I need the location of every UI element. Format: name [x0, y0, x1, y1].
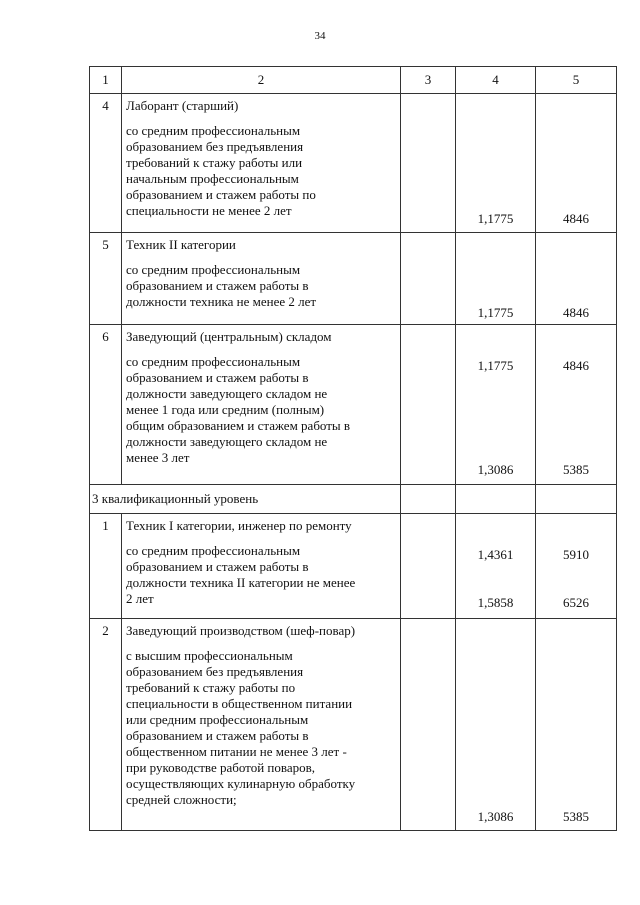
row-number: 4	[90, 94, 122, 233]
position-name: Техник I категории, инженер по ремонту	[126, 518, 352, 533]
table-header-row	[90, 67, 617, 94]
row-number: 5	[90, 233, 122, 325]
salary-value: 4846	[563, 358, 589, 373]
coefficient-value: 1,1775	[477, 211, 514, 226]
position-name: Техник II категории	[126, 237, 236, 252]
row-number: 6	[90, 325, 122, 485]
salary-table	[89, 66, 617, 831]
coefficient-value: 1,1775	[477, 358, 514, 373]
header-cell: 2	[122, 67, 401, 94]
table-row	[90, 233, 617, 325]
position-name: Заведующий производством (шеф-повар)	[126, 623, 356, 638]
qualification-level-row	[90, 485, 617, 514]
position-requirements: с высшим профессиональным образованием без предъявления требований к стажу работы по специальности в общественном питании или средним профессиональным образованием и стажем работы в общественном питании не менее 3 лет - при руководстве работой поваров, осуществляющих кулинарную обработку средней сложности;	[126, 648, 356, 807]
header-cell: 4	[456, 67, 536, 94]
salary-value: 5385	[563, 462, 589, 477]
coefficient-value: 1,4361	[477, 547, 514, 562]
row-number: 2	[90, 619, 122, 831]
coefficient-value: 1,1775	[477, 305, 514, 320]
row-number: 1	[90, 514, 122, 619]
position-name: Лаборант (старший)	[126, 98, 239, 113]
salary-value: 5910	[563, 547, 589, 562]
header-cell: 3	[401, 67, 456, 94]
page-number: 34	[314, 30, 326, 42]
table-row	[90, 325, 617, 485]
coefficient-value: 1,5858	[477, 595, 514, 610]
coefficient-value: 1,3086	[477, 809, 514, 824]
salary-value: 4846	[563, 305, 589, 320]
table-row	[90, 94, 617, 233]
table-row	[90, 514, 617, 619]
position-requirements: со средним профессиональным образованием и стажем работы в должности техника II категории не менее 2 лет	[126, 543, 356, 606]
salary-value: 6526	[563, 595, 589, 610]
qualification-level-label: 3 квалификационный уровень	[90, 485, 401, 514]
salary-value: 5385	[563, 809, 589, 824]
salary-value: 4846	[563, 211, 589, 226]
position-requirements: со средним профессиональным образованием и стажем работы в должности заведующего складом не менее 1 года или средним (полным) общим образованием и стажем работы в должности заведующего складом не менее 3 лет	[126, 354, 351, 465]
coefficient-value: 1,3086	[477, 462, 514, 477]
position-requirements: со средним профессиональным образованием без предъявления требований к стажу работы или начальным профессиональным образованием и стажем работы по специальности не менее 2 лет	[126, 123, 316, 218]
position-requirements: со средним профессиональным образованием и стажем работы в должности техника не менее 2 лет	[126, 262, 317, 309]
position-name: Заведующий (центральным) складом	[126, 329, 332, 344]
header-cell: 5	[536, 67, 617, 94]
header-cell: 1	[90, 67, 122, 94]
table-row	[90, 619, 617, 831]
